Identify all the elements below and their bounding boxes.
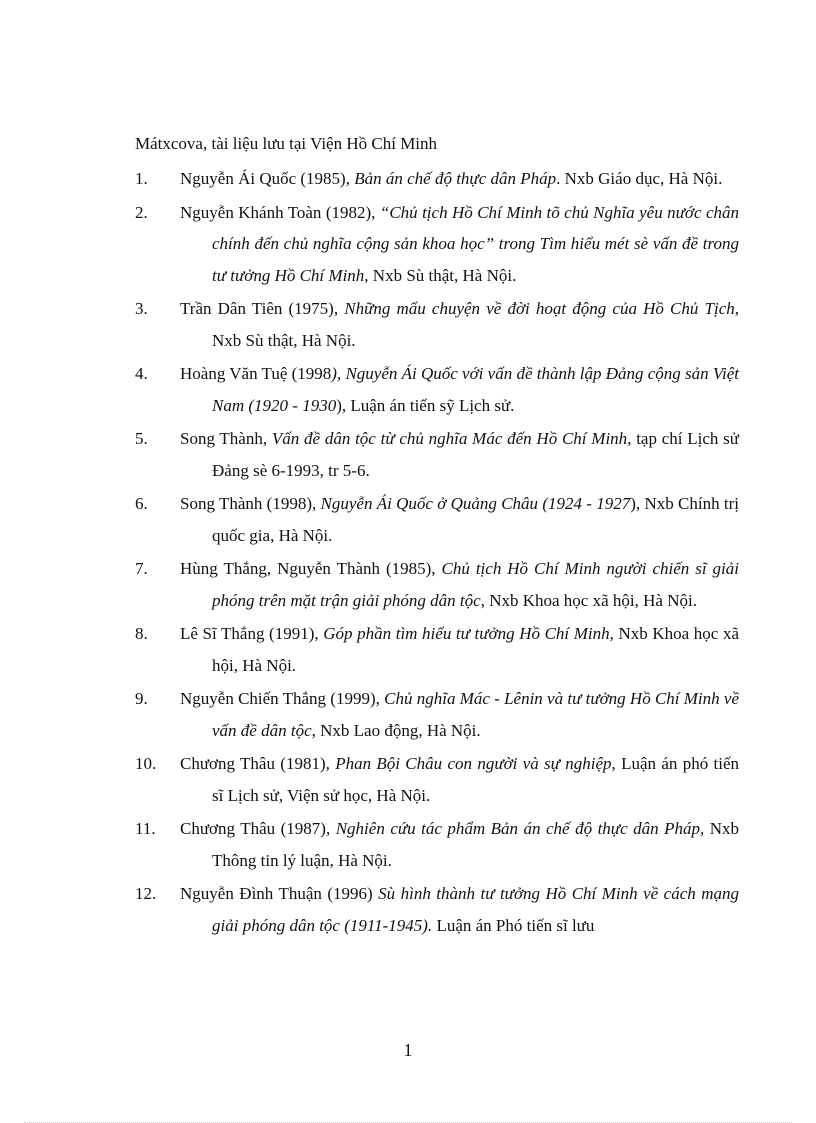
- reference-item: [135, 423, 739, 486]
- reference-publisher: Nxb Khoa học xã hội, Hà Nội.: [212, 624, 739, 675]
- reference-number: 6.: [135, 494, 148, 513]
- reference-number: 5.: [135, 429, 148, 448]
- reference-author-year: Nguyễn Đình Thuận (1996): [180, 884, 379, 903]
- reference-author-year: Song Thành (1998),: [180, 494, 321, 513]
- reference-item: [135, 813, 739, 876]
- page-number: 1: [403, 1040, 413, 1060]
- reference-author-year: Chương Thâu (1987),: [180, 819, 336, 838]
- reference-item: [135, 488, 739, 551]
- reference-number: 10.: [135, 754, 157, 773]
- reference-author-year: Nguyễn Chiến Thắng (1999),: [180, 689, 385, 708]
- reference-publisher: . Nxb Giáo dục, Hà Nội.: [556, 169, 723, 188]
- continued-reference-line: Mátxcova, tài liệu lưu tại Viện Hồ Chí Minh: [135, 134, 438, 153]
- reference-title: Những mẩu chuyện về đời hoạt động của Hồ Chủ Tịch: [344, 299, 735, 318]
- reference-title: Vấn đề dân tộc từ chủ nghĩa Mác đến Hồ Chí Minh: [271, 429, 628, 448]
- reference-author-year: Lê Sĩ Thắng (1991),: [180, 624, 324, 643]
- reference-publisher: , Nxb Khoa học xã hội, Hà Nội.: [480, 590, 697, 610]
- reference-publisher: ), Nxb Chính trị quốc gia, Hà Nội.: [212, 494, 739, 545]
- reference-author-year: Song Thành,: [180, 429, 272, 448]
- reference-author-year: Hùng Thắng, Nguyễn Thành (1985),: [180, 559, 442, 578]
- reference-publisher: Luận án Phó tiến sĩ lưu: [432, 915, 595, 935]
- reference-item: [135, 553, 739, 616]
- reference-number: 8.: [135, 624, 148, 643]
- reference-title: Nghiên cứu tác phẩm Bản án chế độ thực dân Pháp,: [335, 819, 705, 838]
- reference-item: [135, 197, 739, 292]
- reference-title: Phan Bội Châu con người và sự nghiệp: [335, 754, 612, 773]
- reference-number: 11.: [135, 819, 156, 838]
- reference-title: ), Nguyễn Ái Quốc với vấn đề thành lập Đảng cộng sản Việt Nam (1920 - 1930: [212, 364, 739, 415]
- reference-publisher: , tạp chí Lịch sử Đảng sè 6-1993, tr 5-6.: [212, 429, 740, 480]
- reference-item: [135, 618, 739, 681]
- reference-number: 2.: [135, 202, 148, 222]
- reference-number: 1.: [135, 169, 148, 188]
- reference-item: [135, 358, 739, 421]
- reference-title: Sù hình thành tư tưởng Hồ Chí Minh về cách mạng giải phóng dân tộc (1911-1945).: [212, 884, 739, 935]
- reference-author-year: Nguyễn Khánh Toàn (1982),: [180, 202, 380, 222]
- reference-item: [135, 293, 739, 356]
- reference-item: [135, 163, 739, 195]
- reference-title: Chủ nghĩa Mác - Lênin và tư tưởng Hồ Chí Minh về vấn đề dân tộc: [212, 689, 740, 740]
- reference-list: [135, 163, 739, 943]
- reference-number: 7.: [135, 559, 148, 578]
- reference-author-year: Nguyễn Ái Quốc (1985),: [180, 169, 355, 188]
- reference-title: Chủ tịch Hồ Chí Minh người chiến sĩ giải phóng trên mặt trận giải phóng dân tộc: [212, 559, 739, 610]
- reference-item: [135, 748, 739, 811]
- reference-publisher: ), Luận án tiến sỹ Lịch sử.: [336, 395, 515, 415]
- reference-item: [135, 683, 739, 746]
- reference-author-year: Trần Dân Tiên (1975),: [180, 299, 345, 318]
- reference-number: 4.: [135, 364, 148, 383]
- reference-publisher: , Nxb Lao động, Hà Nội.: [311, 720, 481, 740]
- reference-title: Góp phần tìm hiểu tư tưởng Hồ Chí Minh,: [323, 624, 614, 643]
- reference-title: Bản án chế độ thực dân Pháp: [354, 169, 557, 188]
- reference-title: “Chủ tịch Hồ Chí Minh tõ chủ Nghĩa yêu nước chân chính đến chủ nghĩa cộng sản khoa học” trong Tìm hiểu mét sè vấn đề trong tư tưởng Hồ Chí Minh: [212, 202, 739, 285]
- reference-number: 12.: [135, 884, 157, 903]
- reference-number: 3.: [135, 299, 148, 318]
- reference-publisher: , Luận án phó tiến sĩ Lịch sử, Viện sử học, Hà Nội.: [212, 754, 739, 805]
- reference-publisher: , Nxb Sù thật, Hà Nội.: [212, 299, 739, 350]
- reference-publisher: , Nxb Sù thật, Hà Nội.: [364, 265, 517, 285]
- reference-item: [135, 878, 739, 941]
- reference-author-year: Hoàng Văn Tuệ (1998: [180, 364, 332, 383]
- reference-author-year: Chương Thâu (1981),: [180, 754, 336, 773]
- reference-publisher: Nxb Thông tin lý luận, Hà Nội.: [212, 819, 740, 870]
- reference-number: 9.: [135, 689, 148, 708]
- reference-title: Nguyễn Ái Quốc ở Quảng Châu (1924 - 1927: [320, 494, 631, 513]
